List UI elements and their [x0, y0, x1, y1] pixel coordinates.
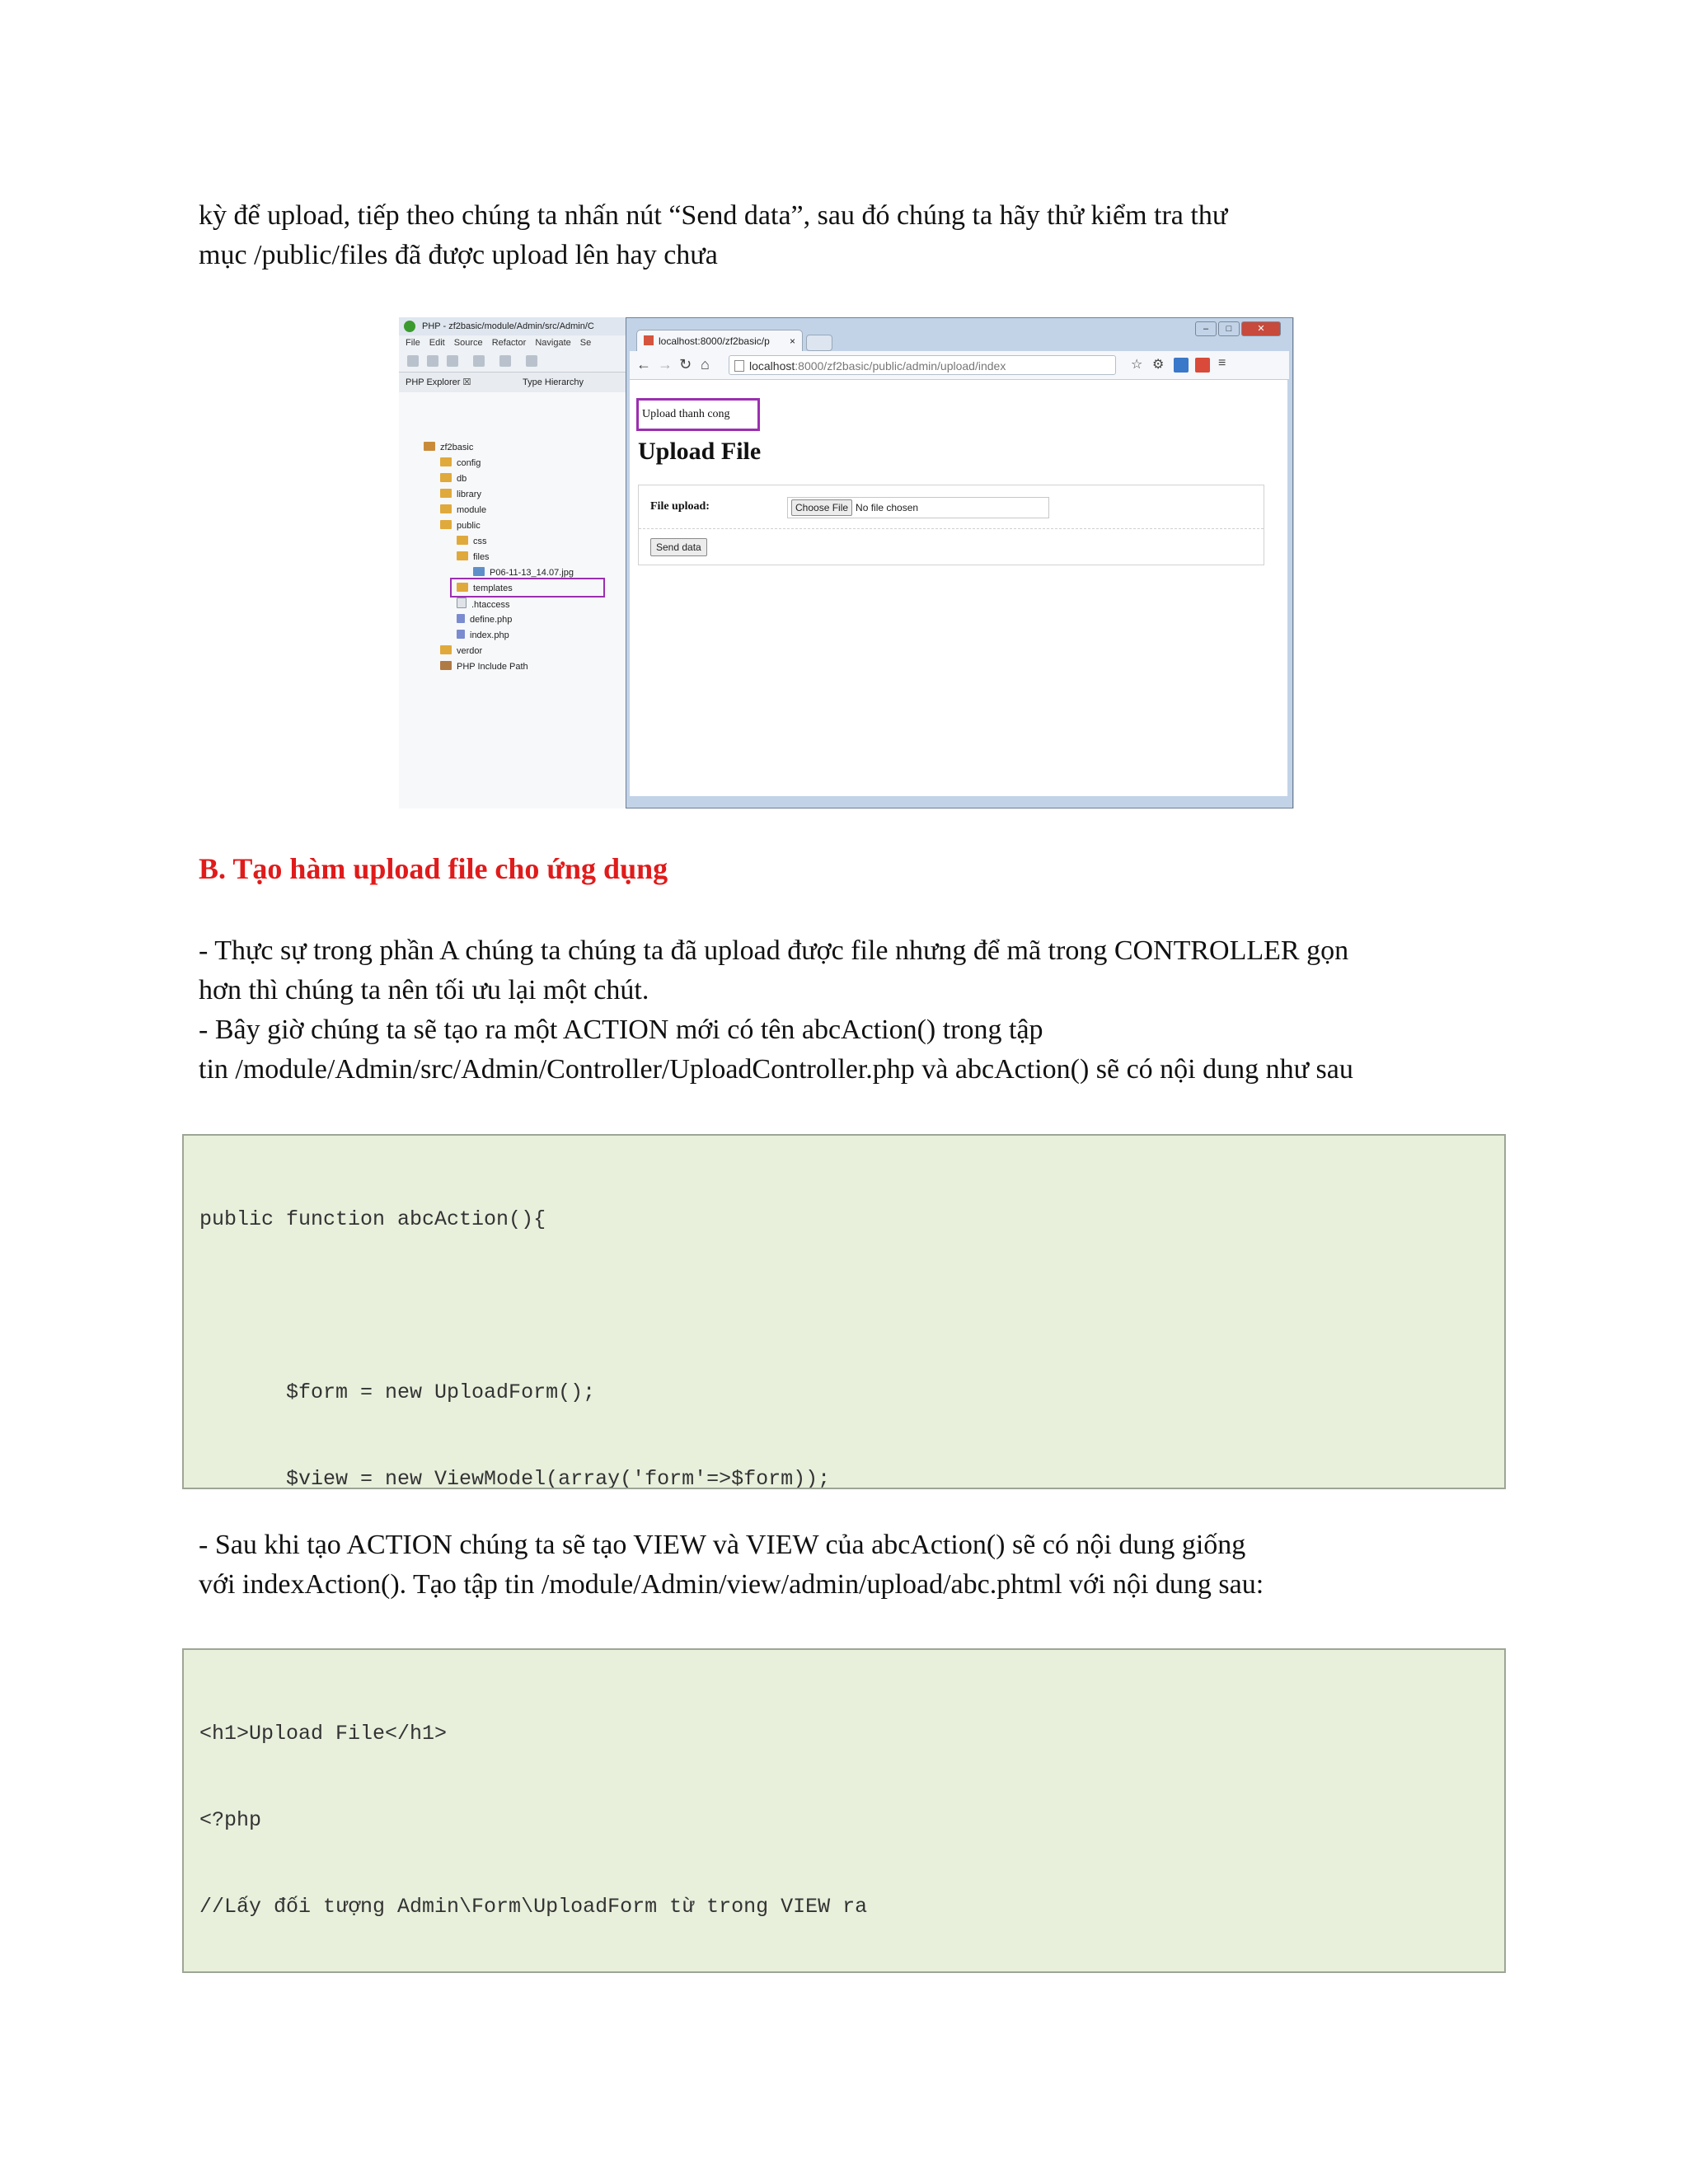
url-host: localhost — [749, 359, 795, 373]
tab-type-hierarchy: Type Hierarchy — [523, 377, 584, 387]
intro-line-1: kỳ để upload, tiếp theo chúng ta nhấn nút “Send data”, sau đó chúng ta hãy thử kiểm tra thư — [199, 200, 1228, 231]
eclipse-logo-icon — [404, 321, 415, 332]
tree-item-index-php — [457, 629, 509, 642]
upload-form — [638, 485, 1264, 565]
tree-item-module — [440, 504, 486, 517]
tree-item-define-php — [457, 613, 512, 626]
folder-icon — [440, 520, 452, 529]
tree-label: files — [473, 552, 490, 562]
close-icon: ✕ — [1241, 321, 1281, 336]
page-title: Upload File — [638, 438, 762, 465]
no-file-text: No file chosen — [856, 502, 919, 513]
php-file-icon — [457, 630, 465, 639]
para1-line-4: tin /module/Admin/src/Admin/Controller/UploadController.php và abcAction() sẽ có nội dung như sau — [199, 1054, 1353, 1085]
code-block-abc-action — [182, 1134, 1506, 1489]
library-icon — [440, 661, 452, 670]
para2-line-2: với indexAction(). Tạo tập tin /module/Admin/view/admin/upload/abc.phtml với nội dung sau: — [199, 1569, 1264, 1600]
browser-tab-title: localhost:8000/zf2basic/p — [659, 335, 770, 347]
folder-icon — [440, 489, 452, 498]
code-line: $form = new UploadForm(); — [199, 1380, 596, 1404]
send-data-button: Send data — [650, 538, 707, 556]
extension-2-icon — [1195, 358, 1210, 373]
screenshot-figure — [399, 317, 1294, 808]
folder-icon — [457, 536, 468, 545]
address-bar — [729, 355, 1116, 375]
save-icon — [427, 355, 438, 367]
folder-icon — [457, 551, 468, 560]
tree-item-verdor — [440, 644, 482, 658]
tree-item-htaccess — [457, 598, 509, 612]
home-icon: ⌂ — [701, 356, 710, 373]
project-icon — [424, 442, 435, 451]
tree-label: css — [473, 537, 487, 546]
tree-item-library — [440, 488, 481, 501]
edit-icon — [473, 355, 485, 367]
favicon-icon — [644, 335, 654, 345]
browser-window — [626, 317, 1293, 808]
file-input — [787, 497, 1049, 518]
section-heading: B. Tạo hàm upload file cho ứng dụng — [199, 852, 668, 885]
ide-menubar: File Edit Source Refactor Navigate Se — [399, 335, 638, 350]
tree-label: db — [457, 474, 467, 484]
ide-window — [399, 317, 639, 808]
tree-item-db — [440, 472, 467, 485]
tree-item-public — [440, 519, 481, 532]
browser-toolbar — [630, 351, 1289, 380]
tree-label: library — [457, 490, 481, 499]
folder-icon — [440, 645, 452, 654]
file-icon — [457, 598, 467, 608]
intro-line-2: mục /public/files đã được upload lên hay chưa — [199, 240, 718, 270]
code-block-abc-phtml — [182, 1648, 1506, 1973]
extension-icon — [1174, 358, 1189, 373]
tree-item-config — [440, 457, 481, 470]
upload-success-message: Upload thanh cong — [636, 398, 760, 431]
back-icon: ← — [636, 356, 651, 373]
tree-item-zf2basic — [424, 441, 473, 454]
image-file-icon — [473, 567, 485, 576]
tree-label: verdor — [457, 646, 483, 656]
para1-line-2: hơn thì chúng ta nên tối ưu lại một chút. — [199, 975, 649, 1005]
minimize-icon: – — [1195, 321, 1217, 336]
url-path: :8000/zf2basic/public/admin/upload/index — [795, 359, 1006, 373]
ide-view-tabs — [399, 373, 638, 392]
tree-label: PHP Include Path — [457, 662, 528, 672]
ide-toolbar — [399, 350, 638, 373]
tree-label: templates — [473, 583, 513, 593]
gear-icon: ⚙ — [1152, 358, 1165, 372]
print-icon — [447, 355, 458, 367]
file-upload-label: File upload: — [650, 500, 710, 513]
open-type-icon — [499, 355, 511, 367]
maximize-icon: □ — [1218, 321, 1240, 336]
new-icon — [407, 355, 419, 367]
para2-line-1: - Sau khi tạo ACTION chúng ta sẽ tạo VIEW và VIEW của abcAction() sẽ có nội dung giống — [199, 1530, 1246, 1560]
star-icon: ☆ — [1131, 358, 1143, 372]
browser-page — [630, 380, 1287, 796]
code-line: <?php — [199, 1808, 262, 1832]
form-divider — [639, 528, 1264, 529]
tab-close-icon: × — [789, 335, 795, 347]
ide-titlebar — [399, 317, 638, 335]
tree-label: index.php — [470, 630, 509, 640]
tree-label: config — [457, 458, 481, 468]
tree-label: define.php — [470, 615, 513, 625]
php-file-icon — [457, 614, 465, 623]
tab-php-explorer: PHP Explorer ☒ — [406, 377, 471, 387]
code-line: <h1>Upload File</h1> — [199, 1722, 448, 1746]
browser-tab — [636, 330, 803, 352]
tree-item-css — [457, 535, 487, 548]
menu-icon: ≡ — [1218, 356, 1226, 370]
code-line — [199, 1291, 1504, 1320]
ide-title: PHP - zf2basic/module/Admin/src/Admin/C — [422, 321, 594, 331]
new-tab-icon — [806, 335, 832, 351]
folder-icon — [440, 504, 452, 513]
tree-label: P06-11-13_14.07.jpg — [490, 568, 574, 578]
choose-file-button: Choose File — [791, 499, 852, 516]
tree-label: module — [457, 505, 487, 515]
tree-label: .htaccess — [471, 600, 510, 610]
debug-icon — [526, 355, 537, 367]
code-line: //Lấy đối tượng Admin\Form\UploadForm từ trong VIEW ra — [199, 1895, 868, 1919]
code-line: $view = new ViewModel(array('form'=>$form)); — [199, 1467, 831, 1489]
tree-item-files — [457, 551, 490, 564]
folder-icon — [440, 473, 452, 482]
tree-item-include-path — [440, 660, 528, 673]
para1-line-3: - Bây giờ chúng ta sẽ tạo ra một ACTION mới có tên abcAction() trong tập — [199, 1015, 1043, 1045]
highlight-uploaded-file — [450, 578, 605, 598]
forward-icon: → — [658, 356, 673, 373]
tree-label: zf2basic — [440, 443, 474, 452]
reload-icon: ↻ — [679, 356, 692, 373]
folder-icon — [440, 457, 452, 466]
para1-line-1: - Thực sự trong phần A chúng ta chúng ta đã upload được file nhưng để mã trong CONTROLLER gọn — [199, 935, 1349, 966]
code-line: public function abcAction(){ — [199, 1207, 546, 1231]
page-icon — [734, 360, 744, 372]
tree-label: public — [457, 521, 481, 531]
